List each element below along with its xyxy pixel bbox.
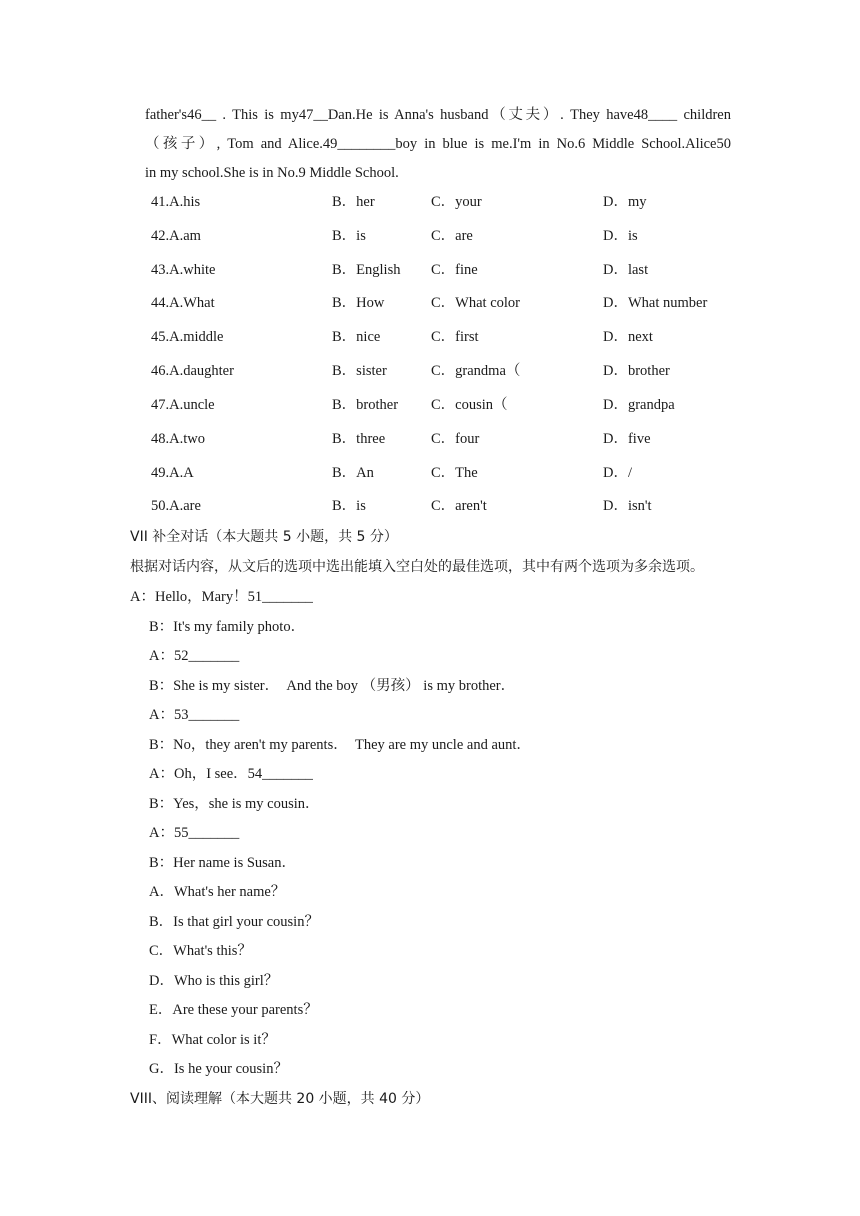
option-a: 50.A.are [151, 498, 201, 514]
passage-line: in my school.She is in No.9 Middle School. [145, 165, 399, 181]
dialogue-line: B：No，they aren't my parents． They are my uncle and aunt． [149, 737, 531, 753]
option-c: C．first [431, 329, 479, 345]
option-b: B．is [332, 228, 366, 244]
dialogue-line: A：55_______ [149, 825, 240, 841]
option-b: B．An [332, 465, 374, 481]
option-a: 48.A.two [151, 431, 205, 447]
option-a: 46.A.daughter [151, 363, 234, 379]
cloze-passage [145, 101, 731, 188]
option-c: C．cousin（ [431, 397, 508, 413]
option-c: C．The [431, 465, 478, 481]
option-c: C．fine [431, 262, 478, 278]
option-a: 42.A.am [151, 228, 201, 244]
option-d: D．five [603, 431, 651, 447]
section-7-instruction: 根据对话内容，从文后的选项中选出能填入空白处的最佳选项，其中有两个选项为多余选项。 [130, 559, 704, 575]
option-b: B．is [332, 498, 366, 514]
option-c: C．your [431, 194, 482, 210]
dialogue-line: B：It's my family photo． [149, 619, 306, 635]
section-7-title: VII 补全对话（本大题共 5 小题，共 5 分） [130, 529, 398, 545]
option-c: C．What color [431, 295, 520, 311]
option-d: D．next [603, 329, 653, 345]
section-8-title: VIII、阅读理解（本大题共 20 小题，共 40 分） [130, 1091, 430, 1107]
option-b: B．brother [332, 397, 399, 413]
option-b: B．sister [332, 363, 387, 379]
option-c: C．grandma（ [431, 363, 521, 379]
option-d: D．isn't [603, 498, 652, 514]
answer-choice: C．What's this？ [149, 943, 252, 959]
option-b: B．three [332, 431, 386, 447]
answer-choice: F．What color is it？ [149, 1032, 276, 1048]
answer-choice: G．Is he your cousin？ [149, 1061, 288, 1077]
option-a: 47.A.uncle [151, 397, 215, 413]
option-c: C．four [431, 431, 480, 447]
passage-line: （孩子）, Tom and Alice.49________boy in blue is me.I'm in No.6 Middle School.Alice50 [145, 136, 731, 152]
option-a: 45.A.middle [151, 329, 224, 345]
answer-choice: E．Are these your parents？ [149, 1002, 318, 1018]
option-d: D．last [603, 262, 649, 278]
option-d: D．grandpa [603, 397, 675, 413]
option-a: 49.A.A [151, 465, 194, 481]
option-b: B．nice [332, 329, 381, 345]
answer-choice: D．Who is this girl？ [149, 973, 279, 989]
option-c: C．are [431, 228, 473, 244]
option-a: 44.A.What [151, 295, 215, 311]
dialogue-line: A：53_______ [149, 707, 240, 723]
dialogue-line: B：Yes，she is my cousin． [149, 796, 320, 812]
answer-choice: B．Is that girl your cousin？ [149, 914, 319, 930]
dialogue-line: B：Her name is Susan． [149, 855, 296, 871]
passage-line: father's46__ . This is my47__Dan.He is Anna's husband（丈夫）. They have48____ children [145, 107, 731, 123]
option-d: D．What number [603, 295, 708, 311]
option-a: 41.A.his [151, 194, 201, 210]
option-d: D．/ [603, 465, 632, 481]
option-d: D．is [603, 228, 638, 244]
option-a: 43.A.white [151, 262, 216, 278]
dialogue-line: A：52_______ [149, 648, 240, 664]
option-c: C．aren't [431, 498, 487, 514]
answer-choice: A．What's her name？ [149, 884, 286, 900]
option-d: D．my [603, 194, 647, 210]
dialogue-line: A：Hello，Mary！51_______ [130, 589, 313, 605]
option-b: B．her [332, 194, 375, 210]
option-b: B．English [332, 262, 401, 278]
option-b: B．How [332, 295, 385, 311]
dialogue-line: B：She is my sister． And the boy （男孩） is my brother． [149, 678, 516, 694]
dialogue-line: A：Oh，I see．54_______ [149, 766, 313, 782]
option-d: D．brother [603, 363, 670, 379]
